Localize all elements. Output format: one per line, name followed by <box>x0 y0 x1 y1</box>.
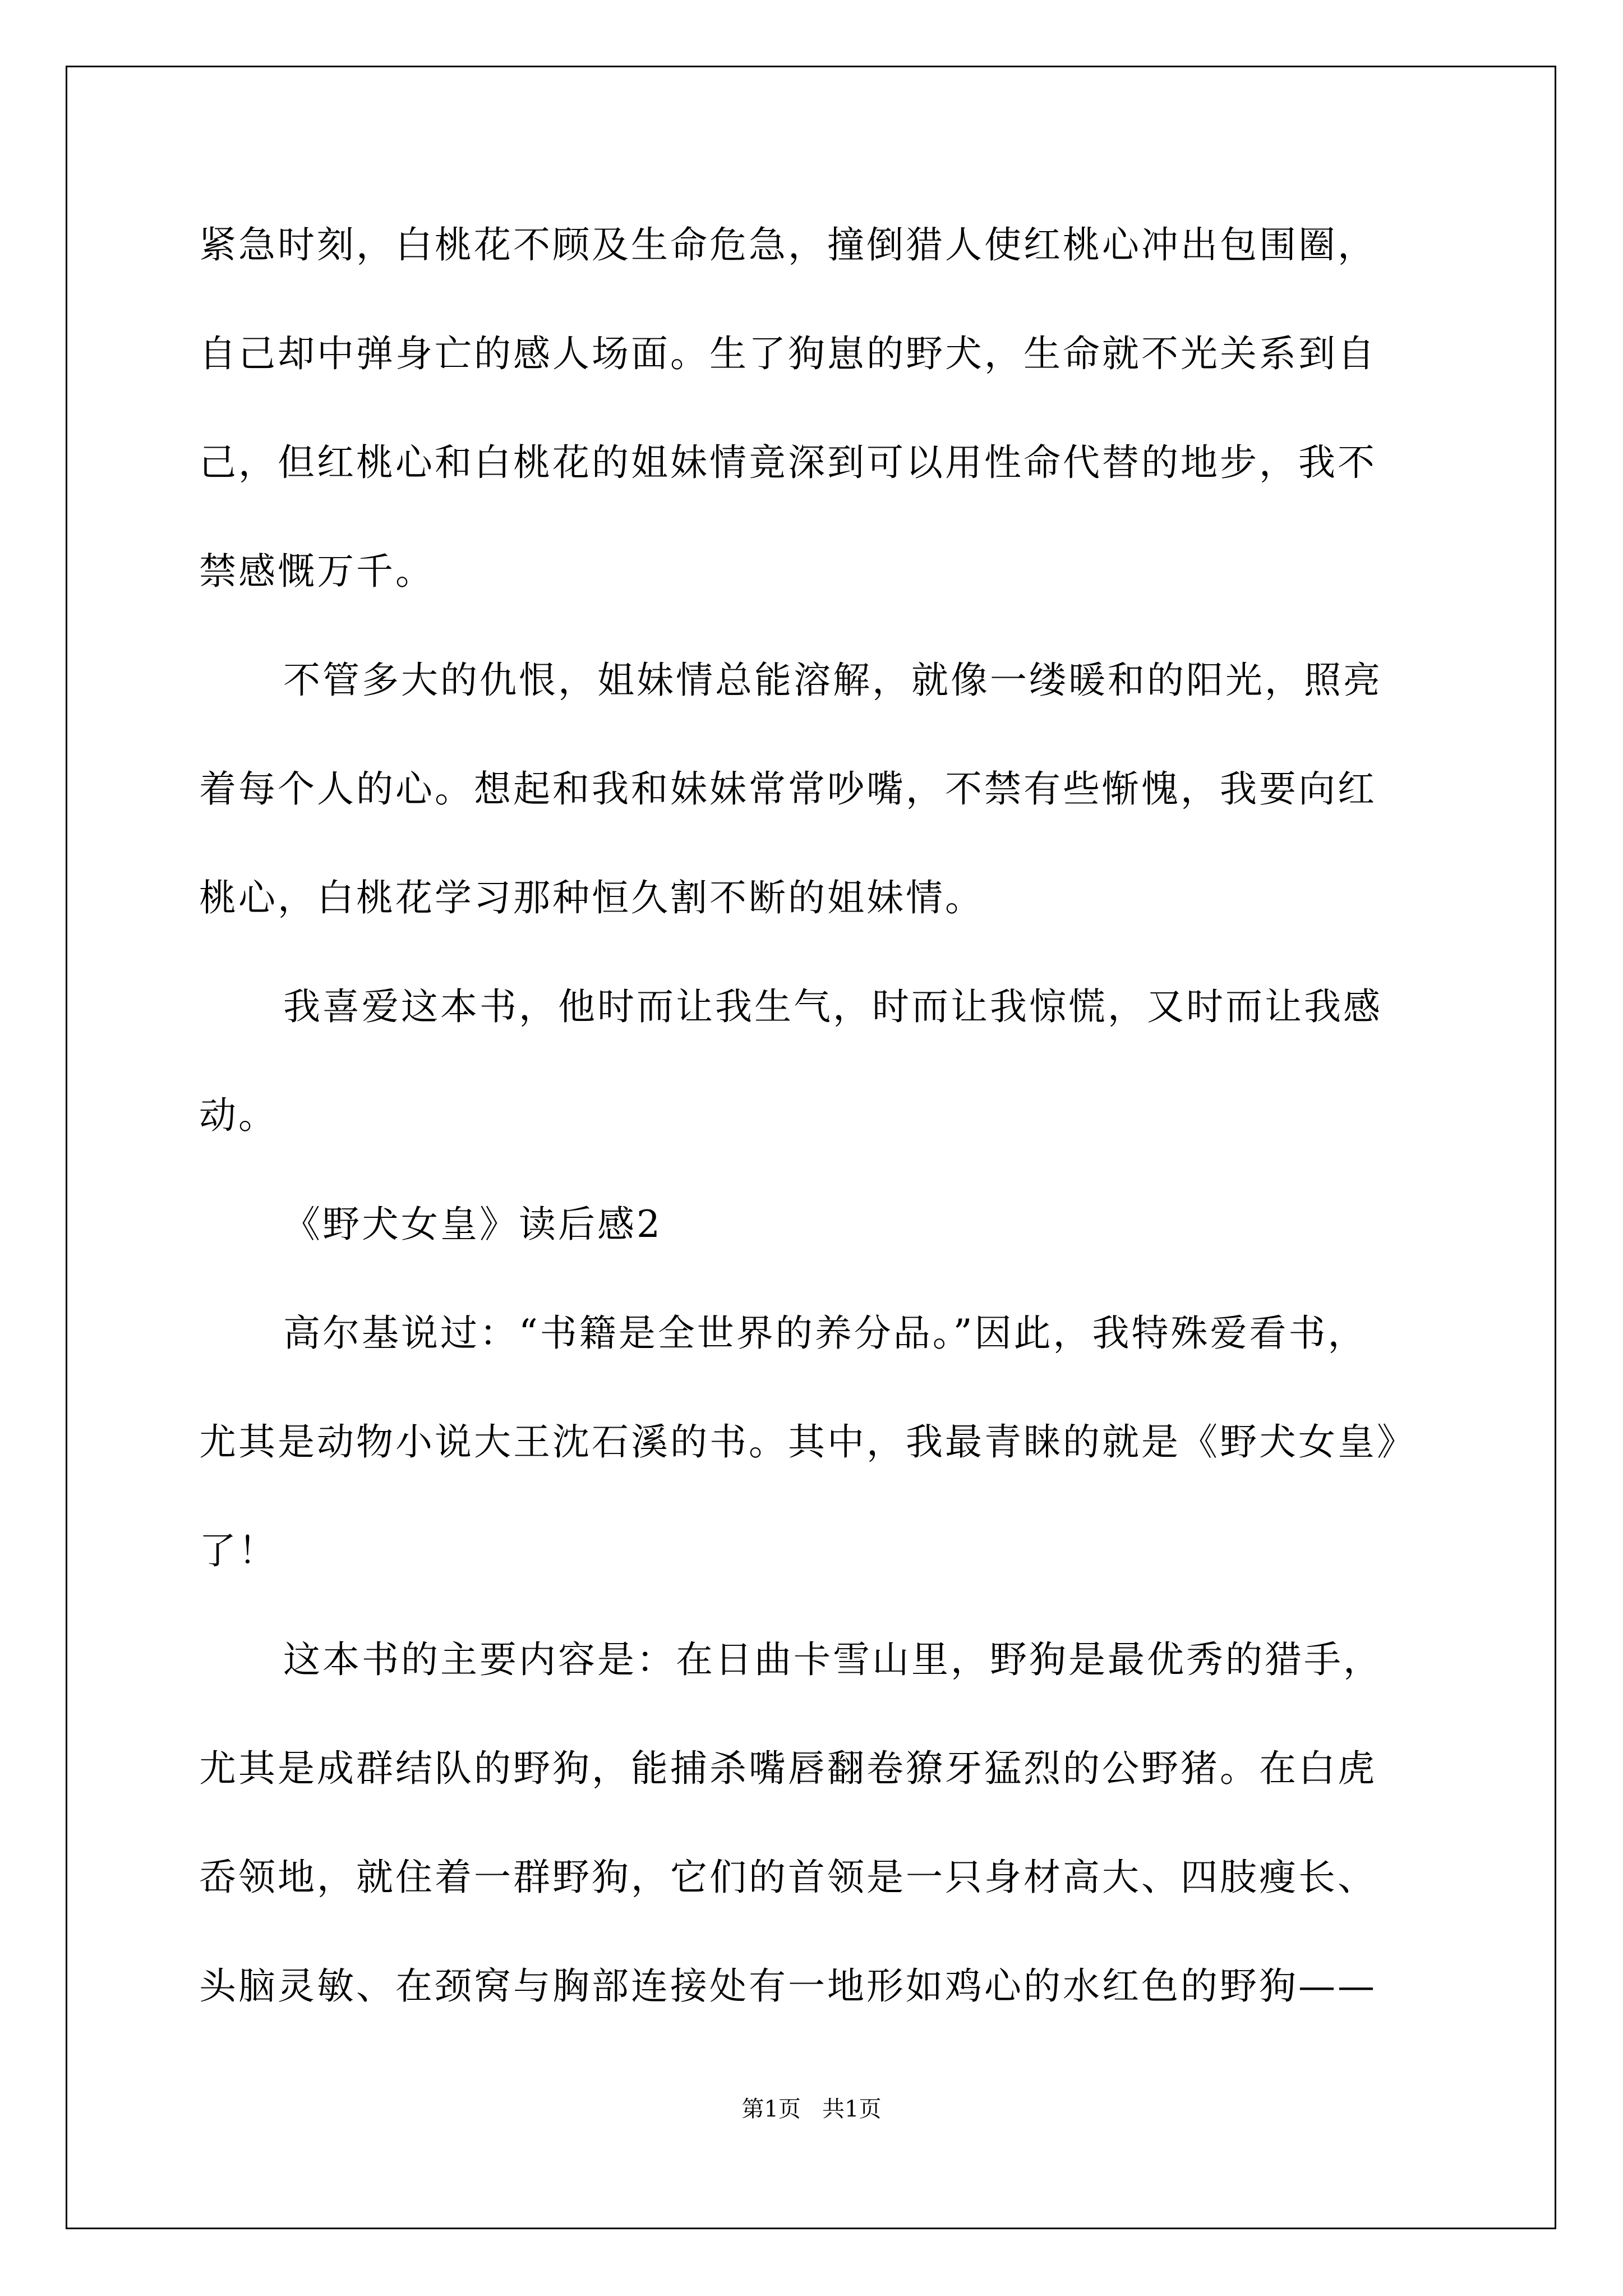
section-heading: 《野犬女皇》读后感2 <box>283 1203 662 1246</box>
text-line: 头脑灵敏、在颈窝与胸部连接处有一地形如鸡心的水红色的野狗—— <box>199 1964 1377 2008</box>
page-number-footer: 第1页 共1页 <box>741 2096 882 2122</box>
text-line: 禁感慨万千。 <box>199 550 435 593</box>
text-line: 了！ <box>199 1529 278 1572</box>
text-line: 岙领地，就住着一群野狗，它们的首领是一只身材高大、四肢瘦长、 <box>199 1856 1377 1899</box>
paragraph-start-line: 我喜爱这本书，他时而让我生气，时而让我惊慌，又时而让我感 <box>283 985 1382 1028</box>
text-line: 动。 <box>199 1094 278 1137</box>
text-line: 尤其是成群结队的野狗，能捕杀嘴唇翻卷獠牙猛烈的公野猪。在白虎 <box>199 1747 1377 1790</box>
text-line: 桃心，白桃花学习那种恒久割不断的姐妹情。 <box>199 876 984 919</box>
paragraph-start-line: 不管多大的仇恨，姐妹情总能溶解，就像一缕暖和的阳光，照亮 <box>283 659 1382 702</box>
text-line: 紧急时刻，白桃花不顾及生命危急，撞倒猎人使红桃心冲出包围圈， <box>199 223 1377 266</box>
text-line: 己，但红桃心和白桃花的姐妹情竟深到可以用性命代替的地步，我不 <box>199 441 1377 484</box>
text-line: 尤其是动物小说大王沈石溪的书。其中，我最青睐的就是《野犬女皇》 <box>199 1420 1416 1464</box>
paragraph-start-line: 这本书的主要内容是：在日曲卡雪山里，野狗是最优秀的猎手， <box>283 1638 1382 1681</box>
paragraph-start-line: 高尔基说过：“书籍是全世界的养分品。”因此，我特殊爱看书， <box>283 1312 1367 1355</box>
text-line: 着每个人的心。想起和我和妹妹常常吵嘴，不禁有些惭愧，我要向红 <box>199 767 1377 811</box>
document-body <box>199 191 1455 2041</box>
text-line: 自己却中弹身亡的感人场面。生了狗崽的野犬，生命就不光关系到自 <box>199 332 1377 375</box>
